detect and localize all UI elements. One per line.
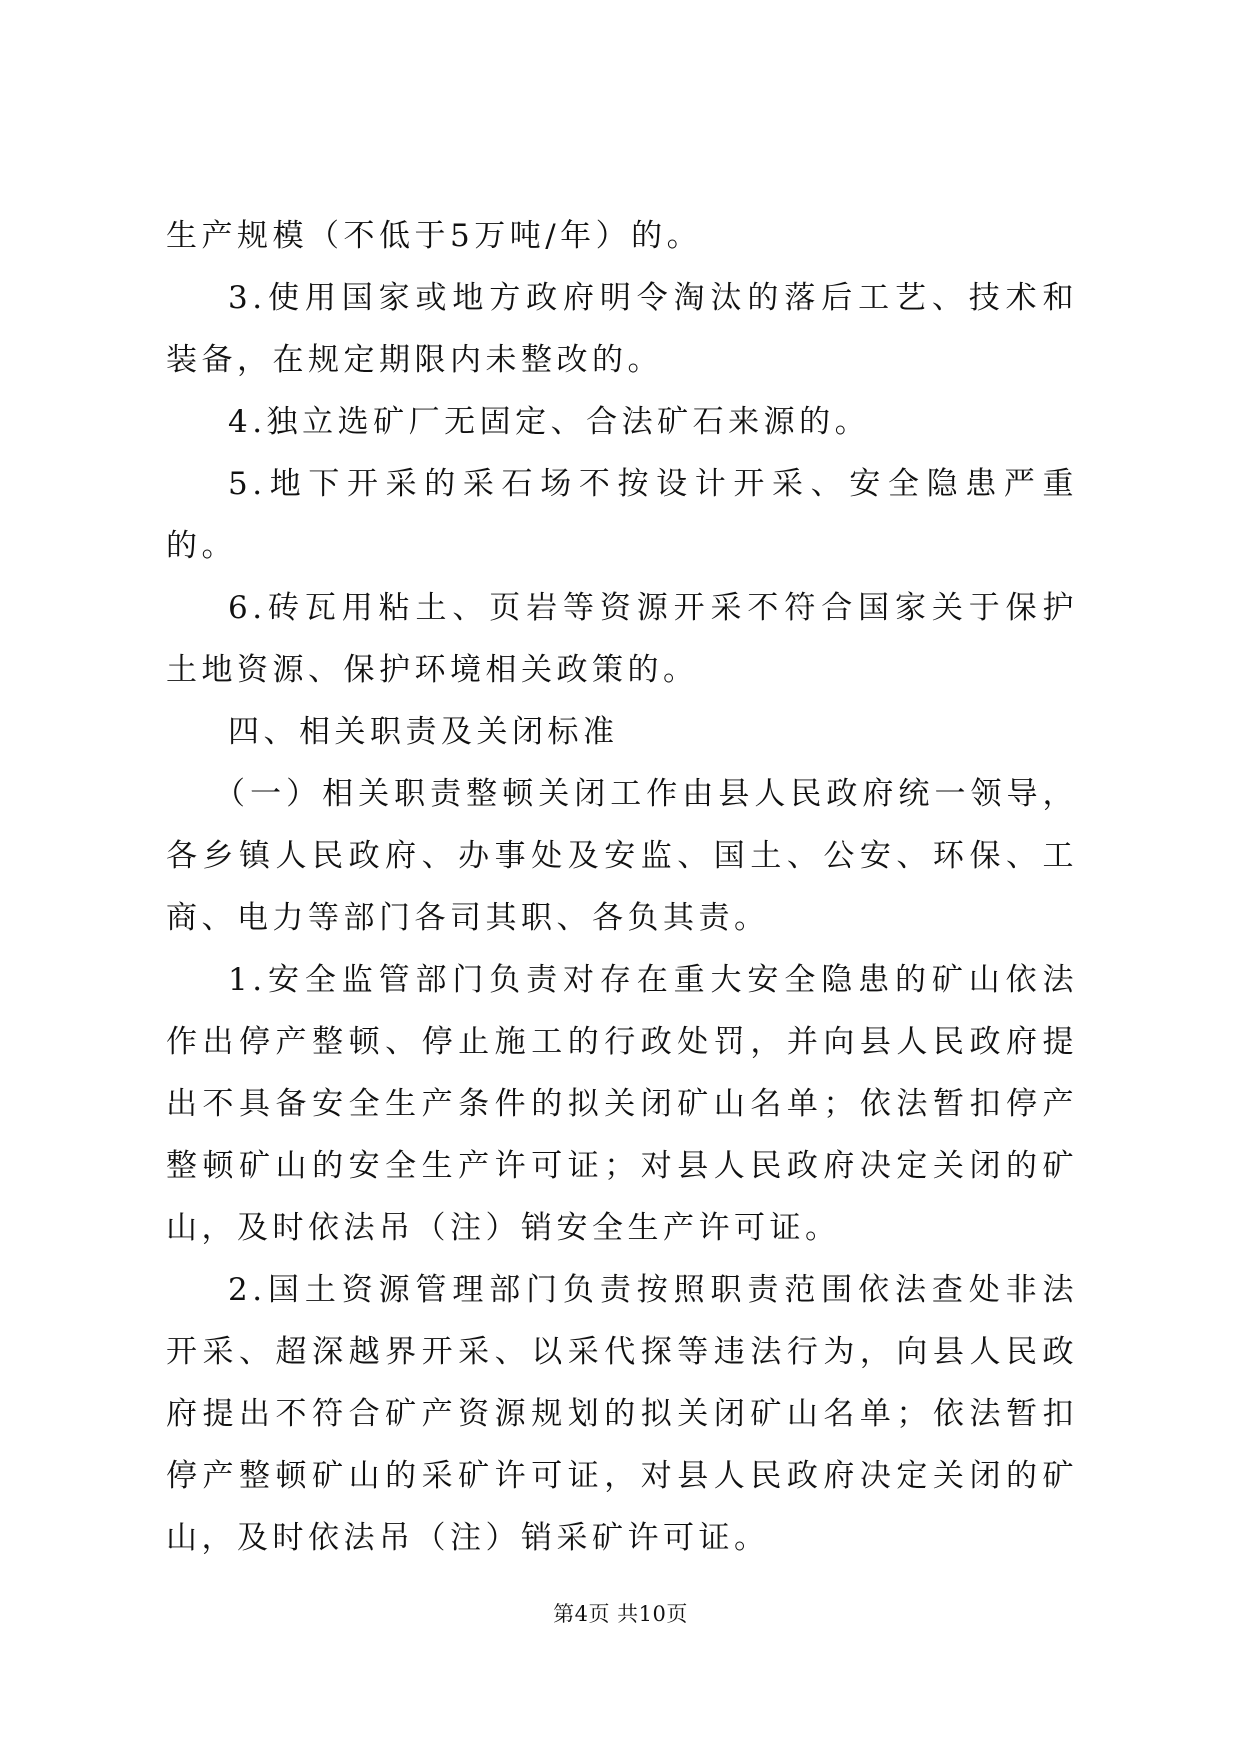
paragraph-item-6: 6.砖瓦用粘土、页岩等资源开采不符合国家关于保护土地资源、保护环境相关政策的。 — [166, 590, 1078, 688]
document-body — [166, 205, 1078, 1569]
duty-item-2: 2.国土资源管理部门负责按照职责范围依法查处非法开采、超深越界开采、以采代探等违法行为，向县人民政府提出不符合矿产资源规划的拟关闭矿山名单；依法暂扣停产整顿矿山的采矿许可证，对县人民政府决定关闭的矿山，及时依法吊（注）销采矿许可证。 — [166, 1272, 1078, 1556]
subsection-paragraph: （一）相关职责整顿关闭工作由县人民政府统一领导，各乡镇人民政府、办事处及安监、国土、公安、环保、工商、电力等部门各司其职、各负其责。 — [166, 776, 1078, 936]
page-footer: 第4页 共10页 — [553, 1602, 688, 1626]
duty-item-1: 1.安全监管部门负责对存在重大安全隐患的矿山依法作出停产整顿、停止施工的行政处罚，并向县人民政府提出不具备安全生产条件的拟关闭矿山名单；依法暂扣停产整顿矿山的安全生产许可证；对县人民政府决定关闭的矿山，及时依法吊（注）销安全生产许可证。 — [166, 962, 1078, 1246]
paragraph-item-4: 4.独立选矿厂无固定、合法矿石来源的。 — [228, 404, 871, 440]
paragraph-continuation: 生产规模（不低于5万吨/年）的。 — [166, 218, 703, 254]
paragraph-item-5: 5.地下开采的采石场不按设计开采、安全隐患严重的。 — [166, 466, 1078, 564]
paragraph-item-3: 3.使用国家或地方政府明令淘汰的落后工艺、技术和装备，在规定期限内未整改的。 — [166, 280, 1078, 378]
section-heading: 四、相关职责及关闭标准 — [228, 714, 619, 750]
